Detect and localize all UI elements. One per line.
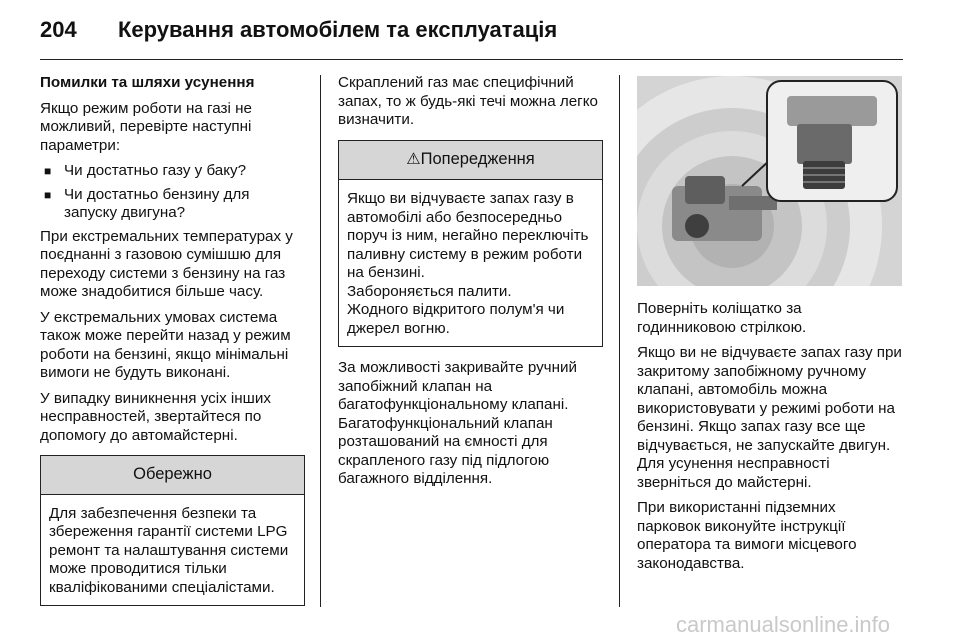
caution-text: Для забезпечення безпеки та збереження гарантії системи LPG ремонт та налаштування системи може проводитися тільки кваліфікованими спеціалістами. bbox=[49, 504, 289, 596]
bullet-text: Чи достатньо газу у баку? bbox=[64, 162, 247, 179]
paragraph: За можливості закривайте ручний запобіжний клапан на багатофункціональному клапані. Багатофункціональний клапан розташований на ємності для скрапленого газу під підлогою багажного відділення. bbox=[338, 359, 577, 487]
watermark: carmanualsonline.info bbox=[676, 612, 891, 637]
paragraph: При використанні підземних парковок виконуйте інструкції оператора та вимоги місцевого законодавства. bbox=[637, 499, 857, 572]
intro-paragraph: Скраплений газ має специфічний запах, то ж будь-які течі можна легко визначити. bbox=[338, 74, 598, 128]
paragraph: При екстремальних температурах у поєднанні з газовою сумішшю для переходу системи з бензину на газ може знадобитися більше часу. bbox=[40, 227, 293, 300]
middle-column bbox=[338, 74, 603, 496]
warning-triangle-icon: ⚠ bbox=[406, 150, 421, 168]
paragraph: У екстремальних умовах система також може перейти назад у режим роботи на бензині, якщо мінімальні вимоги не будуть виконані. bbox=[40, 308, 291, 381]
page-header bbox=[40, 10, 557, 50]
warning-title: Попередження bbox=[420, 149, 535, 168]
left-column bbox=[40, 74, 305, 618]
header-rule bbox=[40, 59, 903, 60]
caution-title: Обережно bbox=[41, 456, 304, 495]
page-title: Керування автомобілем та експлуатація bbox=[118, 17, 558, 42]
column-divider-left bbox=[320, 75, 321, 607]
column-divider-right bbox=[619, 75, 620, 607]
warning-box bbox=[338, 140, 603, 348]
warning-line: Якщо ви відчуваєте запах газу в автомобілі або безпосередньо поруч із ним, негайно переключіть паливну систему в режим роботи на бензині. bbox=[347, 190, 589, 281]
caution-box bbox=[40, 455, 305, 606]
section-heading: Помилки та шляхи усунення bbox=[40, 74, 255, 91]
bullet-item bbox=[40, 186, 305, 223]
bullet-item bbox=[40, 162, 305, 181]
paragraph: Поверніть коліщатко за годинниковою стрілкою. bbox=[637, 300, 807, 336]
paragraph: У випадку виникнення усіх інших несправностей, звертайтеся по допомогу до автомайстерні. bbox=[40, 389, 271, 444]
valve-illustration bbox=[637, 76, 902, 286]
warning-header bbox=[339, 141, 602, 181]
bullet-square-icon: ■ bbox=[44, 164, 52, 178]
valve-illustration-drawing bbox=[637, 76, 902, 286]
bullet-text: Чи достатньо бензину для запуску двигуна? bbox=[64, 185, 250, 221]
intro-paragraph: Якщо режим роботи на газі не можливий, перевірте наступні параметри: bbox=[40, 99, 252, 154]
right-column bbox=[637, 300, 902, 580]
bullet-square-icon: ■ bbox=[44, 187, 52, 202]
warning-line: Жодного відкритого полум'я чи джерел вогню. bbox=[347, 301, 565, 337]
page-number: 204 bbox=[40, 17, 77, 42]
warning-line: Забороняється палити. bbox=[347, 282, 512, 300]
paragraph: Якщо ви не відчуваєте запах газу при закритому запобіжному ручному клапані, автомобіль можна використовувати у режимі роботи на бензині. Якщо запах газу все ще відчувається, не запускайте двигун. Для усунення несправності зверніться до майстерні. bbox=[637, 344, 902, 491]
